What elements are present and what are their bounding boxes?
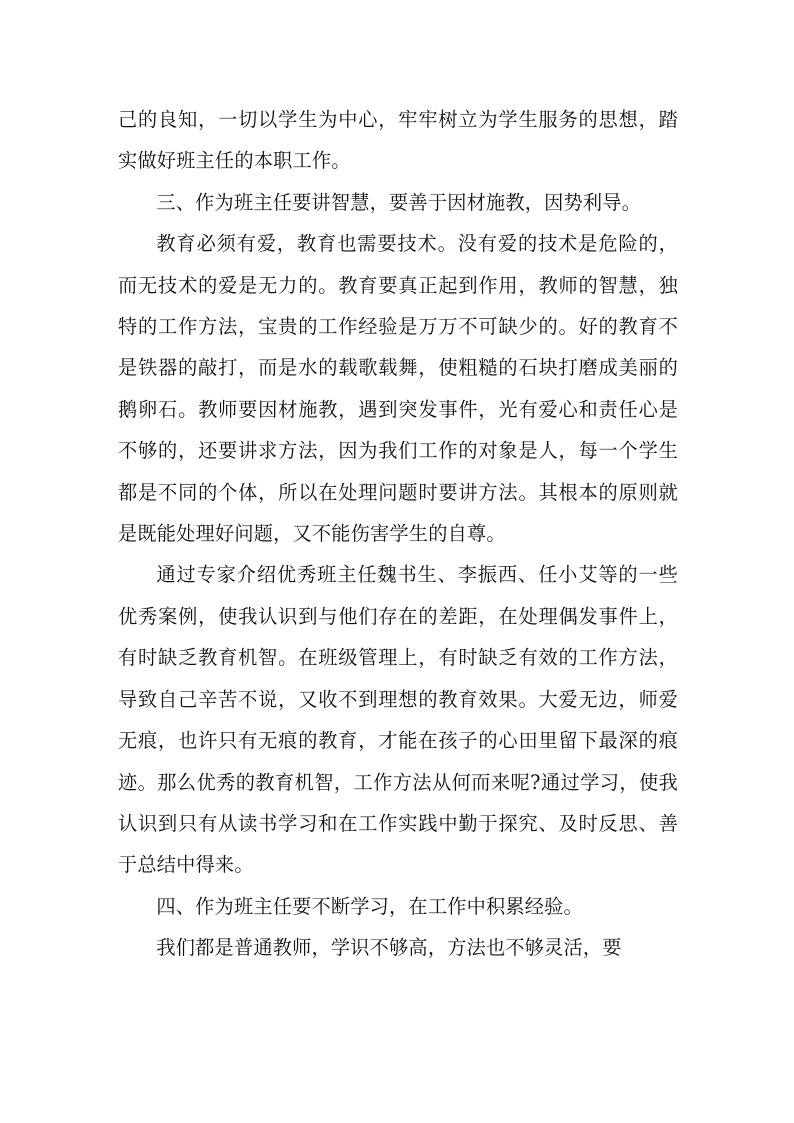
- section-heading-three: 三、作为班主任要讲智慧，要善于因材施教，因势利导。: [156, 190, 642, 214]
- paragraph-ordinary-teachers: 我们都是普通教师，学识不够高，方法也不够灵活，要: [156, 936, 622, 960]
- section-heading-four: 四、作为班主任要不断学习，在工作中积累经验。: [156, 894, 583, 918]
- paragraph-expert-cases: 通过专家介绍优秀班主任魏书生、李振西、任小艾等的一些优秀案例，使我认识到与他们存在的差距，在处理偶发事件上，有时缺乏教育机智。在班级管理上，有时缺乏有效的工作方法，导致自己辛苦不说，又收不到理想的教育效果。大爱无边，师爱无痕，也许只有无痕的教育，才能在孩子的心田里留下最深的痕迹。那么优秀的教育机智，工作方法从何而来呢?通过学习，使我认识到只有从读书学习和在工作实践中勤于探究、及时反思、善于总结中得来。: [118, 563, 678, 877]
- document-body: [118, 99, 678, 969]
- paragraph-education-skill: 教育必须有爱，教育也需要技术。没有爱的技术是危险的，而无技术的爱是无力的。教育要真正起到作用，教师的智慧，独特的工作方法，宝贵的工作经验是万万不可缺少的。好的教育不是铁器的敲打，而是水的载歌载舞，使粗糙的石块打磨成美丽的鹅卵石。教师要因材施教，遇到突发事件，光有爱心和责任心是不够的，还要讲求方法，因为我们工作的对象是人，每一个学生都是不同的个体，所以在处理问题时要讲方法。其根本的原则就是既能处理好问题，又不能伤害学生的自尊。: [118, 232, 678, 546]
- paragraph-continuation: 己的良知，一切以学生为中心，牢牢树立为学生服务的思想，踏实做好班主任的本职工作。: [118, 108, 678, 173]
